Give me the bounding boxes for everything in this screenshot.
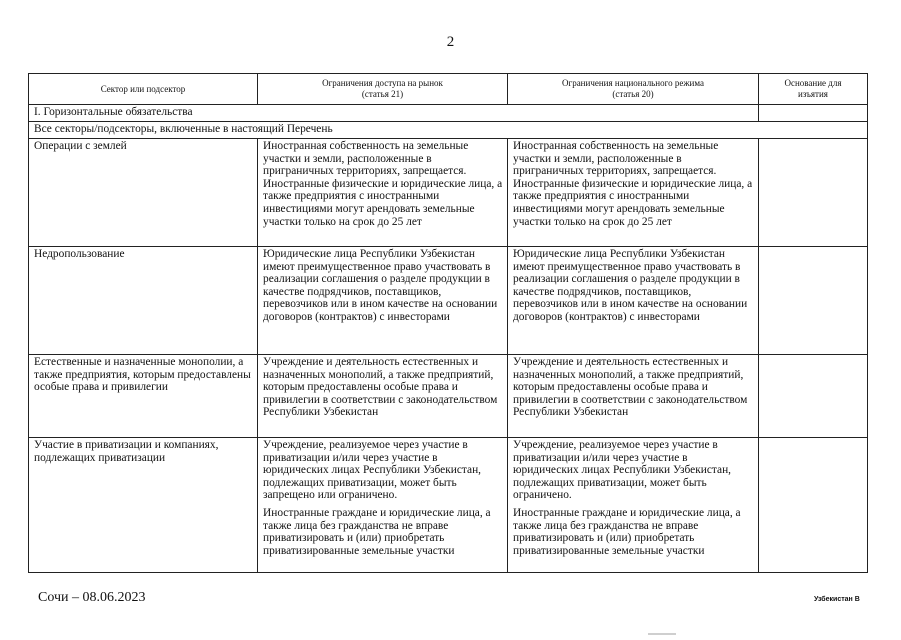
table-row (29, 139, 868, 247)
header-national-treatment (508, 74, 759, 105)
header-market-access-line1: Ограничения доступа на рынок (322, 78, 443, 88)
market-access-text: Юридические лица Республики Узбекистан имеют преимущественное право участвовать в реализации соглашения о разделе продукции в качестве подрядчиков, поставщиков, перевозчиков или в ином качестве на основании договоров (контрактов) с инвесторами (263, 248, 498, 323)
basis-cell (759, 139, 868, 247)
table-row (29, 355, 868, 438)
table-header-row (29, 74, 868, 105)
sector-cell: Недропользование (29, 247, 258, 355)
basis-cell (759, 438, 868, 573)
market-access-text: Учреждение, реализуемое через участие в приватизации и/или через участие в юридических лицах Республики Узбекистан, подлежащих приватизации, может быть запрещено или ограничено. (263, 439, 482, 502)
section-basis-cell (759, 105, 868, 122)
national-treatment-cell (508, 247, 759, 355)
basis-cell (759, 247, 868, 355)
national-treatment-cell (508, 438, 759, 573)
national-treatment-text: Иностранные граждане и юридические лица, а также лица без гражданства не вправе приватизировать и (или) приобретать приватизированные земельные участки (513, 506, 741, 557)
sector-cell: Операции с землей (29, 139, 258, 247)
footer-country-code: Узбекистан В (814, 596, 860, 603)
market-access-cell (258, 355, 508, 438)
header-national-treatment-line1: Ограничения национального режима (562, 78, 704, 88)
header-sector (29, 74, 258, 105)
header-sector-label: Сектор или подсектор (100, 83, 186, 94)
page-number: 2 (446, 34, 455, 50)
national-treatment-text: Иностранная собственность на земельные участки и земли, расположенные в приграничных территориях, запрещается. Иностранные физические и юридические лица, а также предприятия с иностранными инвестициями могут арендовать земельные участки только на срок до 25 лет (513, 140, 753, 228)
header-basis-line1: Основание для (784, 78, 842, 88)
table-row (29, 247, 868, 355)
table-row (29, 438, 868, 573)
market-access-text: Иностранная собственность на земельные участки и земли, расположенные в приграничных территориях, запрещается. Иностранные физические и юридические лица, а также предприятия с иностранными инвестициями могут арендовать земельные участки только на срок до 25 лет (263, 140, 503, 228)
national-treatment-cell (508, 139, 759, 247)
scan-artifact (648, 633, 676, 635)
market-access-text: Иностранные граждане и юридические лица, а также лица без гражданства не вправе приватизировать и (или) приобретать приватизированные земельные участки (263, 506, 491, 557)
national-treatment-text: Учреждение и деятельность естественных и назначенных монополий, а также предприятий, которым предоставлены особые права и привилегии в соответствии с законодательством Республики Узбекистан (513, 356, 748, 419)
sector-cell: Естественные и назначенные монополии, а также предприятия, которым предоставлены особые права и привилегии (29, 355, 258, 438)
national-treatment-text: Юридические лица Республики Узбекистан имеют преимущественное право участвовать в реализации соглашения о разделе продукции в качестве подрядчиков, поставщиков, перевозчиков или в ином качестве на основании договоров (контрактов) с инвесторами (513, 248, 748, 323)
national-treatment-text: Учреждение, реализуемое через участие в приватизации и/или через участие в юридических лицах Республики Узбекистан, подлежащих приватизации, может быть ограничено. (513, 439, 732, 502)
header-basis-line2: изъятия (798, 89, 828, 99)
national-treatment-cell (508, 355, 759, 438)
header-national-treatment-line2: (статья 20) (612, 89, 654, 99)
sector-cell: Участие в приватизации и компаниях, подлежащих приватизации (29, 438, 258, 573)
section-title-row (29, 105, 868, 122)
all-sectors-text: Все секторы/подсекторы, включенные в настоящий Перечень (29, 122, 868, 139)
restrictions-table (28, 73, 868, 573)
market-access-cell (258, 438, 508, 573)
all-sectors-row (29, 122, 868, 139)
header-market-access (258, 74, 508, 105)
market-access-cell (258, 139, 508, 247)
basis-cell (759, 355, 868, 438)
market-access-text: Учреждение и деятельность естественных и назначенных монополий, а также предприятий, которым предоставлены особые права и привилегии в соответствии с законодательством Республики Узбекистан (263, 356, 498, 419)
footer-place-date: Сочи – 08.06.2023 (38, 590, 146, 605)
header-market-access-line2: (статья 21) (361, 89, 404, 99)
section-title: I. Горизонтальные обязательства (29, 105, 759, 122)
market-access-cell (258, 247, 508, 355)
header-basis (759, 74, 868, 105)
